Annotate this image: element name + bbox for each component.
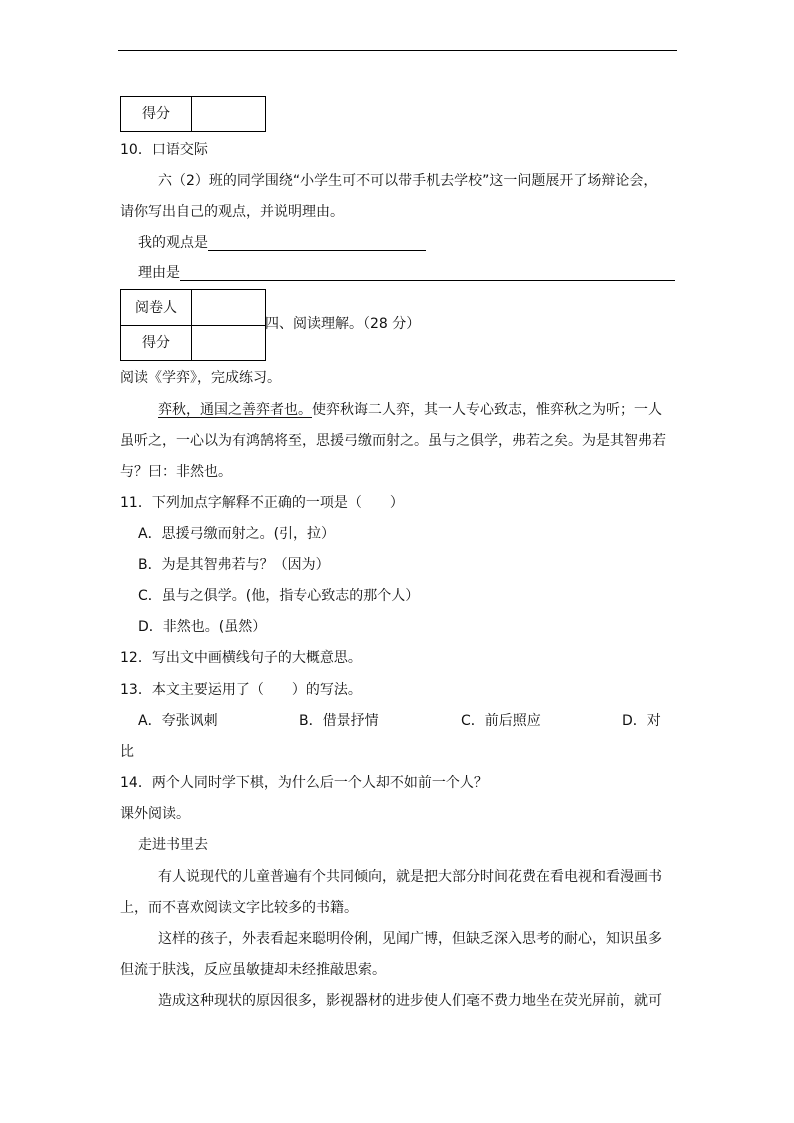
q13-option-d[interactable]: D．对 [622, 713, 661, 729]
q10-viewpoint-blank[interactable] [208, 250, 426, 251]
extra-p2-line2: 但流于肤浅，反应虽敏捷却未经推敲思索。 [120, 962, 386, 978]
q10-prompt-line2: 请你写出自己的观点，并说明理由。 [120, 204, 344, 220]
reading-passage-line1: 弈秋，通国之善弈者也。使弈秋诲二人弈，其一人专心致志，惟弈秋之为听；一人 [158, 402, 662, 418]
extra-title: 走进书里去 [138, 837, 208, 853]
q11-option-c[interactable]: C．虽与之俱学。(他，指专心致志的那个人） [138, 588, 420, 604]
reading-intro: 阅读《学弈》，完成练习。 [120, 370, 281, 386]
q11-option-b[interactable]: B．为是其智弗若与？（因为） [138, 557, 330, 573]
reviewer-label: 阅卷人 [135, 299, 177, 316]
reading-passage-line3: 与？曰：非然也。 [120, 464, 232, 480]
score-label: 得分 [142, 106, 170, 122]
q13-option-d-wrap: 比 [120, 744, 134, 760]
extra-p2-line1: 这样的孩子，外表看起来聪明伶俐，见闻广博，但缺乏深入思考的耐心，知识虽多 [158, 931, 662, 947]
extra-heading: 课外阅读。 [120, 806, 190, 822]
score-value-cell[interactable] [192, 326, 265, 360]
q10-title: 10．口语交际 [120, 142, 208, 158]
q13-option-a[interactable]: A．夸张讽刺 [138, 713, 218, 729]
score-value-cell[interactable] [192, 97, 265, 131]
q10-viewpoint-label: 我的观点是 [138, 235, 208, 251]
q12-stem: 12．写出文中画横线句子的大概意思。 [120, 650, 362, 666]
score-table-1 [120, 96, 266, 132]
q11-option-a[interactable]: A．思援弓缴而射之。(引，拉） [138, 526, 336, 542]
reading-passage-line2: 虽听之，一心以为有鸿鹄将至，思援弓缴而射之。虽与之俱学，弗若之矣。为是其智弗若 [120, 433, 666, 449]
extra-p1-line1: 有人说现代的儿童普遍有个共同倾向，就是把大部分时间花费在看电视和看漫画书 [158, 869, 662, 885]
score-table-2 [120, 289, 266, 361]
q11-option-d[interactable]: D．非然也。(虽然） [138, 619, 267, 635]
q10-reason-label: 理由是 [138, 265, 180, 281]
underlined-sentence: 弈秋，通国之善弈者也。 [158, 402, 312, 418]
header-rule [118, 50, 677, 51]
q13-option-b[interactable]: B．借景抒情 [299, 713, 379, 729]
q11-stem: 11．下列加点字解释不正确的一项是（ ） [120, 495, 404, 511]
extra-p3-line1: 造成这种现状的原因很多，影视器材的进步使人们毫不费力地坐在荧光屏前，就可 [158, 993, 662, 1009]
q14-stem: 14．两个人同时学下棋，为什么后一个人却不如前一个人？ [120, 775, 488, 791]
q13-stem: 13．本文主要运用了（ ）的写法。 [120, 682, 362, 698]
q10-prompt-line1: 六（2）班的同学围绕“小学生可不可以带手机去学校”这一问题展开了场辩论会， [158, 173, 658, 189]
q13-option-c[interactable]: C．前后照应 [461, 713, 541, 729]
score-label: 得分 [142, 335, 170, 351]
q10-reason-blank[interactable] [180, 280, 675, 281]
extra-p1-line2: 上，而不喜欢阅读文字比较多的书籍。 [120, 900, 358, 916]
reviewer-value-cell[interactable] [192, 290, 265, 325]
section4-title: 四、阅读理解。（28 分） [265, 316, 421, 332]
